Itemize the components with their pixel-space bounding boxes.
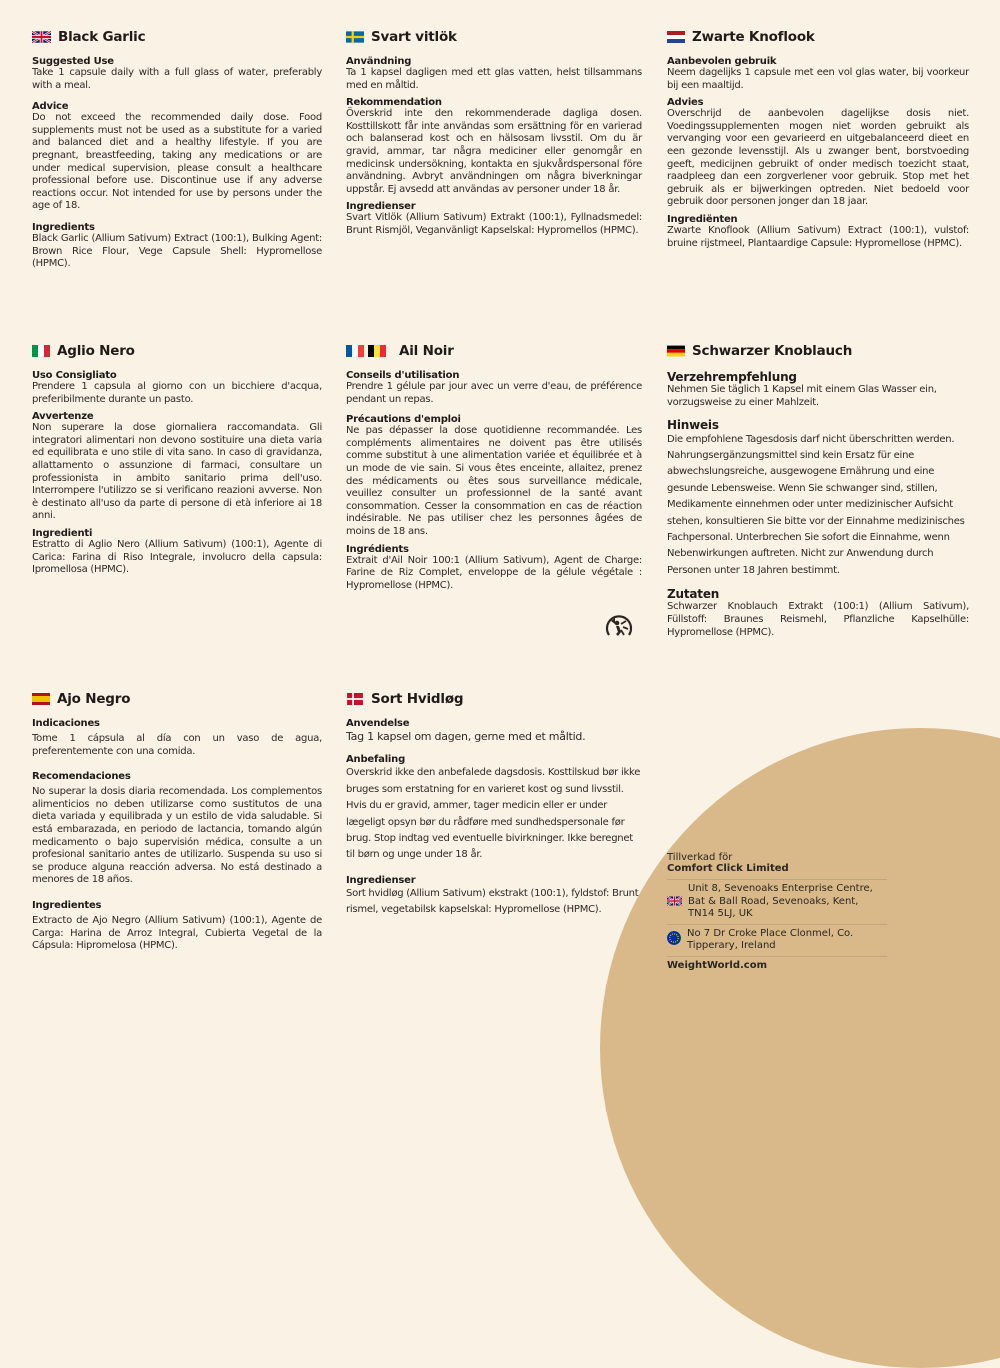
block-title-text: Sort Hvidløg [371, 691, 464, 707]
block-french [346, 342, 642, 592]
section-heading: Précautions d'emploi [346, 414, 461, 426]
section-text: Overskrid ikke den anbefalede dagsdosis. Kosttilskud bør ikke bruges som erstatning for en varieret kost og sund livsstil. Hvis du er gravid, ammer, tager medicin eller er under lægeligt opsyn bør du rådføre med sundhedspersonale før brug. Stop indtag ved eventuelle bivirkninger. Ikke beregnet til børn og unge under 18 år. [346, 767, 641, 861]
france-flag-icon [346, 345, 364, 357]
section-heading: Ingredienser [346, 201, 416, 213]
section-text: Take 1 capsule daily with a full glass of water, preferably with a meal. [32, 67, 322, 91]
italy-flag-icon [32, 345, 50, 357]
eu-address-row [667, 925, 887, 956]
block-title [32, 690, 322, 708]
block-title-text: Schwarzer Knoblauch [692, 343, 853, 359]
block-title-text: Ajo Negro [57, 691, 131, 707]
block-title-text: Svart vitlök [371, 29, 457, 45]
eu-address: No 7 Dr Croke Place Clonmel, Co. Tipperary, Ireland [687, 927, 854, 951]
uk-flag-icon [32, 31, 51, 43]
block-italian [32, 342, 322, 577]
block-title [32, 28, 322, 46]
section-text: Neem dagelijks 1 capsule met een vol glas water, bij voorkeur bij een maaltijd. [667, 67, 969, 91]
section-heading: Anbefaling [346, 754, 406, 766]
netherlands-flag-icon [667, 31, 685, 43]
block-title [667, 342, 969, 360]
section-text: Extrait d'Ail Noir 100:1 (Allium Sativum), Agent de Charge: Farine de Riz Complet, enveloppe de la gélule végétale : Hypromellose (HPMC). [346, 554, 642, 591]
block-title [346, 690, 642, 708]
section-text: Överskrid inte den rekommenderade dagliga dosen. Kosttillskott får inte användas som ersättning för en varierad och balanserad kost och en hälsosam livsstil. Om du är gravid, ammar, tar några mediciner eller genomgår en medicinsk undersökning, kontakta en sjukvårdspersonal före användning. Avbryt användningen om några biverkningar uppstår. Ej avsedd att användas av personer under 18 år. [346, 108, 642, 195]
website-link[interactable]: WeightWorld.com [667, 959, 768, 971]
block-dutch [667, 28, 969, 250]
section-heading: Uso Consigliato [32, 370, 117, 381]
section-text: Svart Vitlök (Allium Sativum) Extrakt (100:1), Fyllnadsmedel: Brunt Rismjöl, Veganvänligt Kapselskal: Hypromellos (HPMC). [346, 212, 642, 236]
section-heading: Ingredienti [32, 527, 93, 539]
block-german [667, 342, 969, 640]
block-spanish [32, 690, 322, 953]
section-text: Overschrijd de aanbevolen dagelijkse dosis niet. Voedingssupplementen mogen niet worden gebruikt als vervanging voor een gevarieerd en uitgebalanceerd dieet en een gezonde levensstijl. Als u zwanger bent, borstvoeding geeft, medicijnen gebruikt of onder medisch toezicht staat, raadpleeg dan een zorgverlener voor gebruik. Stop met het gebruik als er bijwerkingen optreden. Niet bedoeld voor gebruik door personen jonger dan 18 jaar. [667, 108, 969, 208]
section-text: Non superare la dose giornaliera raccomandata. Gli integratori alimentari non devono sostituire una dieta varia ed equilibrata e uno stile di vita sano. In caso di gravidanza, allattamento o assunzione di farmaci, consultare un professionista in ambito sanitario prima dell'uso. Interrompere l'utilizzo se si verificano reazioni avverse. Non è destinato all'uso da parte di persone di età inferiore ai 18 anni. [32, 422, 322, 522]
section-heading: Suggested Use [32, 56, 114, 67]
triman-recycling-icon [604, 610, 634, 640]
block-title [667, 28, 969, 46]
section-text: Die empfohlene Tagesdosis darf nicht überschritten werden. Nahrungsergänzungsmittel sind kein Ersatz für eine abwechslungsreiche, ausgewogene Ernährung und eine gesunde Lebensweise. Wenn Sie schwanger sind, stillen, Medikamente einnehmen oder unter medizinischer Aufsicht stehen, konsultieren Sie bitte vor der Einnahme medizinisches Fachpersonal. Unterbrechen Sie sofort die Einnahme, wenn Nebenwirkungen auftreten. Nicht zur Anwendung durch Personen unter 18 Jahren bestimmt. [667, 433, 965, 576]
block-title [346, 28, 642, 46]
block-swedish [346, 28, 642, 238]
block-danish [346, 690, 642, 919]
manufacturer-info [667, 852, 887, 971]
uk-flag-icon [667, 896, 682, 906]
section-heading: Ingredients [32, 221, 95, 233]
section-heading: Conseils d'utilisation [346, 370, 460, 381]
block-title-text: Zwarte Knoflook [692, 29, 815, 45]
section-text: No superar la dosis diaria recomendada. Los complementos alimenticios no deben utilizarse como sustitutos de una dieta variada y equilibrada y un estilo de vida saludable. Si está embarazada, en periodo de lactancia, tomando algún medicamento o bajo supervisión médica, consulte a un profesional sanitario antes de utilizarlo. Suspenda su uso si se produce alguna reacción adversa. No está destinado a menores de 18 años. [32, 786, 322, 886]
section-heading: Anvendelse [346, 718, 410, 729]
section-heading: Ingredienser [346, 874, 416, 886]
made-for-label: Tillverkad för [667, 852, 733, 863]
section-heading: Recomendaciones [32, 771, 131, 783]
section-heading: Ingrédients [346, 543, 409, 555]
denmark-flag-icon [346, 693, 364, 705]
eu-flag-icon [667, 931, 681, 945]
section-heading: Indicaciones [32, 718, 100, 729]
section-heading: Ingredientes [32, 899, 102, 911]
uk-address-row [667, 880, 887, 924]
section-text: Sort hvidløg (Allium Sativum) ekstrakt (100:1), fyldstof: Brunt rismel, vegetabilsk kapselskal: Hypromellose (HPMC). [346, 887, 639, 916]
germany-flag-icon [667, 345, 685, 357]
block-title-text: Aglio Nero [57, 343, 135, 359]
section-heading: Zutaten [667, 587, 720, 602]
section-text: Black Garlic (Allium Sativum) Extract (100:1), Bulking Agent: Brown Rice Flour, Vege Capsule Shell: Hypromellose (HPMC). [32, 232, 322, 270]
section-text: Nehmen Sie täglich 1 Kapsel mit einem Glas Wasser ein, vorzugsweise zu einer Mahlzeit. [667, 384, 937, 408]
section-text: Tag 1 kapsel om dagen, gerne med et måltid. [346, 730, 586, 743]
section-text: Ne pas dépasser la dose quotidienne recommandée. Les compléments alimentaires ne doivent pas être utilisés comme substitut à une alimentation variée et équilibrée et à un mode de vie sain. Si vous êtes enceinte, allaitez, prenez des médicaments ou êtes sous surveillance médicale, veuillez consulter un professionnel de la santé avant consommation. Cesser la consommation en cas de réaction indésirable. Ne pas utiliser chez les personnes âgées de moins de 18 ans. [346, 425, 642, 537]
section-text: Prendre 1 gélule par jour avec un verre d'eau, de préférence pendant un repas. [346, 381, 642, 405]
belgium-flag-icon [368, 345, 386, 357]
block-english [32, 28, 322, 271]
section-heading: Rekommendation [346, 97, 442, 109]
uk-address: Unit 8, Sevenoaks Enterprise Centre, Bat & Ball Road, Sevenoaks, Kent, TN14 5LJ, UK [688, 883, 873, 919]
section-text: Zwarte Knoflook (Allium Sativum) Extract (100:1), vulstof: bruine rijstmeel, Plantaardige Capsule: Hypromellose (HPMC). [667, 224, 969, 249]
section-text: Estratto di Aglio Nero (Allium Sativum) (100:1), Agente di Carica: Farina di Riso Integrale, involucro della capsula: Ipromellosa (HPMC). [32, 538, 322, 576]
section-heading: Advies [667, 97, 704, 109]
section-heading: Advice [32, 101, 69, 113]
section-text: Schwarzer Knoblauch Extrakt (100:1) (Allium Sativum), Füllstoff: Braunes Reismehl, Pflanzliche Kapselhülle: Hypromellose (HPMC). [667, 601, 969, 638]
section-text: Do not exceed the recommended daily dose. Food supplements must not be used as a substitute for a varied and balanced diet and a healthy lifestyle. If you are pregnant, breastfeeding, taking any medications or are under medical supervision, please consult a healthcare professional before use. Discontinue use if any adverse reactions occur. Not intended for use by persons under the age of 18. [32, 112, 322, 212]
section-heading: Ingrediënten [667, 213, 738, 225]
section-heading: Användning [346, 56, 412, 67]
decorative-circle [600, 728, 1000, 1368]
block-title [346, 342, 642, 360]
section-heading: Verzehrempfehlung [667, 370, 797, 384]
section-heading: Aanbevolen gebruik [667, 56, 777, 67]
block-title-text: Black Garlic [58, 29, 146, 45]
section-text: Ta 1 kapsel dagligen med ett glas vatten, helst tillsammans med en måltid. [346, 67, 642, 91]
section-text: Tome 1 cápsula al día con un vaso de agua, preferentemente con una comida. [32, 733, 322, 757]
block-title-text: Ail Noir [399, 343, 454, 359]
block-title [32, 342, 322, 360]
section-text: Prendere 1 capsula al giorno con un bicchiere d'acqua, preferibilmente durante un pasto. [32, 381, 322, 405]
section-heading: Hinweis [667, 417, 719, 432]
section-heading: Avvertenze [32, 411, 94, 423]
spain-flag-icon [32, 693, 50, 705]
company-name: Comfort Click Limited [667, 863, 789, 874]
section-text: Extracto de Ajo Negro (Allium Sativum) (100:1), Agente de Carga: Harina de Arroz Integral, Cubierta Vegetal de la Cápsula: Hipromelosa (HPMC). [32, 914, 322, 952]
sweden-flag-icon [346, 31, 364, 43]
